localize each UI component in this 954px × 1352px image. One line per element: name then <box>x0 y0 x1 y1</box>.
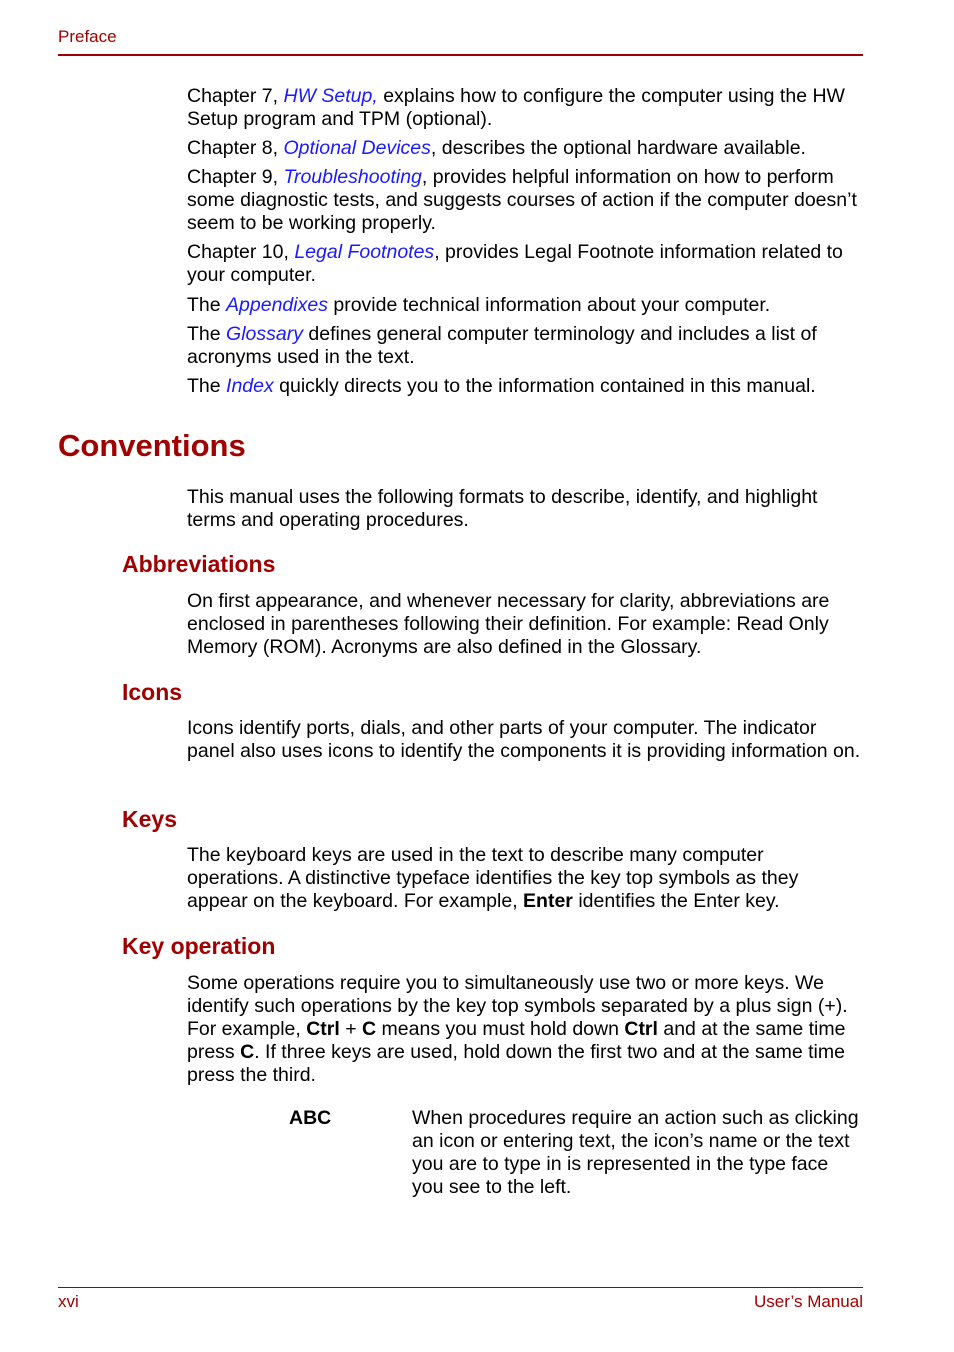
header-rule <box>58 54 863 56</box>
keys-heading: Keys <box>122 806 177 832</box>
chapter-8-paragraph: Chapter 8, Optional Devices, describes the optional hardware available. <box>187 137 806 159</box>
icons-text: Icons identify ports, dials, and other parts of your computer. The indicator panel also uses icons to identify the components it is providing information on. <box>187 717 861 762</box>
index-paragraph: The Index quickly directs you to the information contained in this manual. <box>187 375 816 397</box>
icons-heading: Icons <box>122 679 183 705</box>
abc-description: When procedures require an action such as clicking an icon or entering text, the icon’s name or the text you are to type in is represented in the type face you see to the left. <box>412 1107 859 1198</box>
glossary-paragraph: The Glossary defines general computer terminology and includes a list of acronyms used in the text. <box>187 323 817 368</box>
manual-title: User’s Manual <box>754 1292 863 1311</box>
abbreviations-text: On first appearance, and whenever necessary for clarity, abbreviations are enclosed in parentheses following their definition. For example: Read Only Memory (ROM). Acronyms are also defined in the Glossary. <box>187 590 830 658</box>
chapter-9-paragraph: Chapter 9, Troubleshooting, provides helpful information on how to perform some diagnostic tests, and suggests courses of action if the computer doesn’t seem to be working properly. <box>187 166 857 234</box>
keys-text: The keyboard keys are used in the text to describe many computer operations. A distinctive typeface identifies the key top symbols as they appear on the keyboard. For example, Enter identifies the Enter key. <box>187 844 799 912</box>
enter-key-label: Enter <box>523 890 573 912</box>
key-operation-text: Some operations require you to simultaneously use two or more keys. We identify such operations by the key top symbols separated by a plus sign (+). For example, Ctrl + C means you must hold down Ctrl and at the same time press C. If three keys are used, hold down the first two and at the same time press the third. <box>187 972 848 1086</box>
running-header: Preface <box>58 27 117 46</box>
abc-term: ABC <box>289 1107 332 1129</box>
optional-devices-link[interactable]: Optional Devices <box>283 137 431 159</box>
abbreviations-heading: Abbreviations <box>122 551 276 577</box>
hw-setup-link[interactable]: HW Setup, <box>283 85 378 107</box>
index-link[interactable]: Index <box>226 375 274 397</box>
appendixes-link[interactable]: Appendixes <box>226 294 328 316</box>
legal-footnotes-link[interactable]: Legal Footnotes <box>294 241 435 263</box>
chapter-7-paragraph: Chapter 7, HW Setup, explains how to configure the computer using the HW Setup program and TPM (optional). <box>187 85 845 130</box>
appendixes-paragraph: The Appendixes provide technical information about your computer. <box>187 294 771 316</box>
chapter-10-paragraph: Chapter 10, Legal Footnotes, provides Legal Footnote information related to your computer. <box>187 241 843 286</box>
conventions-heading: Conventions <box>58 428 246 463</box>
troubleshooting-link[interactable]: Troubleshooting <box>283 166 422 188</box>
key-operation-heading: Key operation <box>122 933 276 959</box>
conventions-intro: This manual uses the following formats to describe, identify, and highlight terms and operating procedures. <box>187 486 818 531</box>
page-number: xvi <box>58 1292 79 1311</box>
glossary-link[interactable]: Glossary <box>226 323 303 345</box>
footer-rule <box>58 1287 863 1288</box>
